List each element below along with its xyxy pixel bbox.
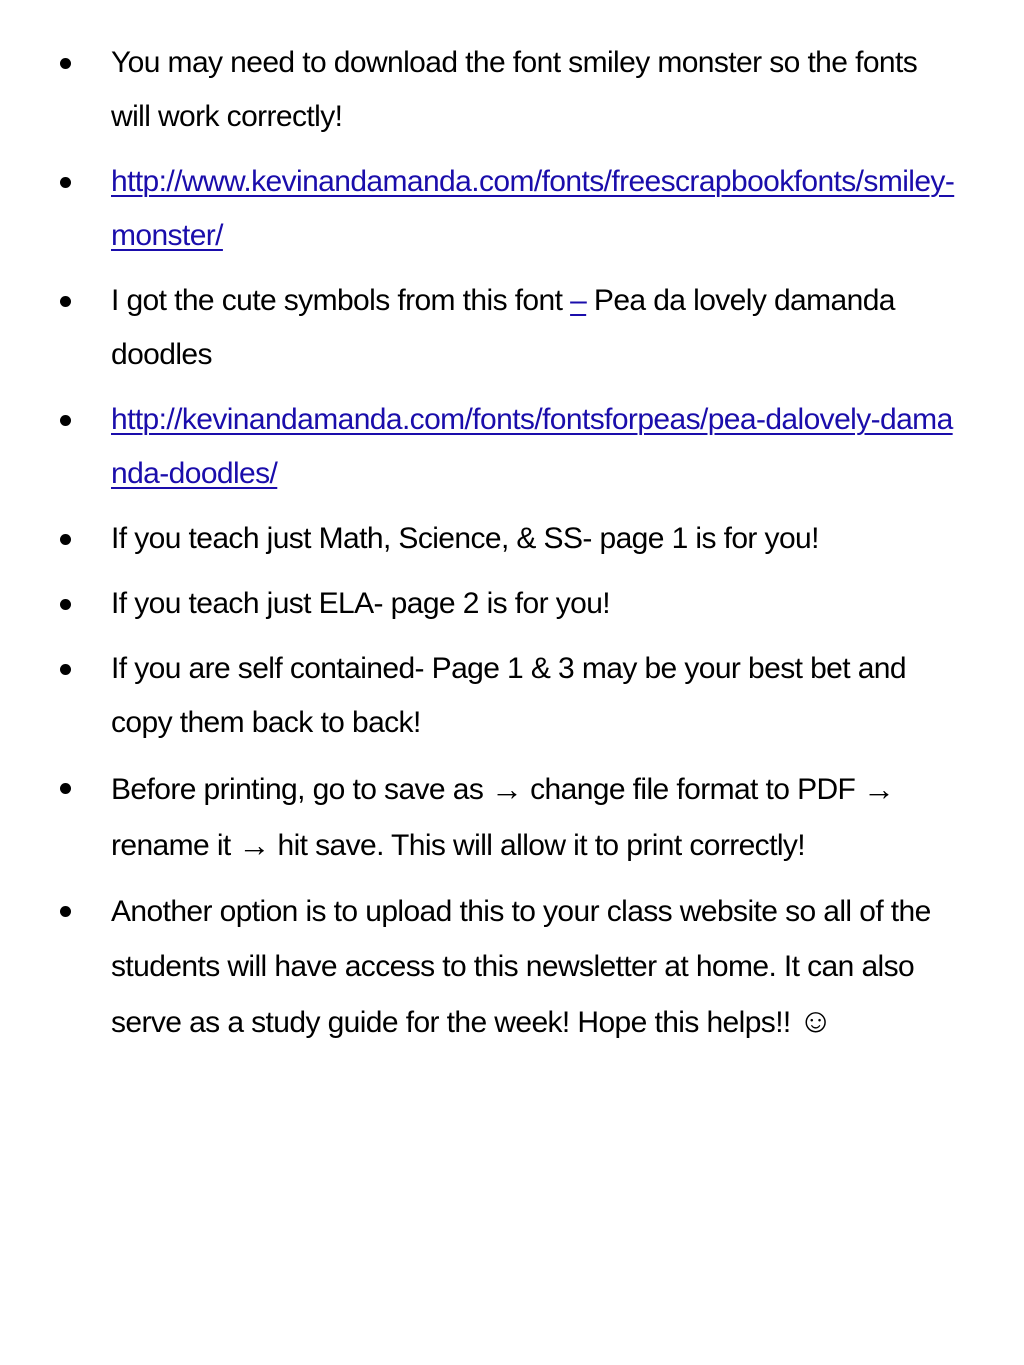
smiley-monster-font-link[interactable]: http://www.kevinandamanda.com/fonts/freescrapbookfonts/smiley-monster/ [111, 165, 955, 252]
list-item [60, 393, 960, 501]
bullet-icon [60, 534, 71, 545]
list-item [60, 512, 960, 566]
bullet-icon [60, 664, 71, 675]
right-arrow-icon: → [863, 771, 895, 807]
list-item [60, 884, 960, 1050]
bullet-icon [60, 415, 71, 426]
list-item [60, 274, 960, 382]
item-text: Another option is to upload this to your class website so all of the students will have access to this newsletter at home. It can also serve as a study guide for the week! Hope this helps!! [111, 895, 931, 1039]
list-item [60, 577, 960, 631]
bullet-icon [60, 783, 71, 794]
item-text: rename it [111, 829, 239, 862]
bullet-icon [60, 58, 71, 69]
list-item [60, 761, 960, 873]
item-text: If you teach just Math, Science, & SS- page 1 is for you! [111, 522, 819, 555]
item-text: change file format to PDF [522, 773, 864, 806]
item-text: I got the cute symbols from this font [111, 284, 571, 317]
dash-link[interactable]: – [570, 284, 587, 317]
item-text: Before printing, go to save as [111, 773, 491, 806]
smiley-face-icon: ☺ [798, 1002, 833, 1040]
right-arrow-icon: → [490, 771, 523, 807]
bullet-icon [60, 599, 71, 610]
item-text: If you are self contained- Page 1 & 3 may be your best bet and copy them back to back! [111, 652, 906, 739]
item-text: Pea da lovely damanda doodles [111, 284, 895, 371]
list-item [60, 36, 960, 144]
item-text: hit save. This will allow it to print correctly! [269, 829, 806, 862]
bullet-icon [60, 906, 71, 917]
pea-dalovely-font-link[interactable]: http://kevinandamanda.com/fonts/fontsforpeas/pea-dalovely-damanda-doodles/ [111, 403, 953, 490]
bullet-icon [60, 177, 71, 188]
right-arrow-icon: → [238, 827, 270, 863]
list-item [60, 642, 960, 750]
item-text: You may need to download the font smiley monster so the fonts will work correctly! [111, 46, 918, 133]
item-text: If you teach just ELA- page 2 is for you! [111, 587, 611, 620]
bullet-icon [60, 296, 71, 307]
list-item [60, 155, 960, 263]
instruction-list [60, 36, 960, 1061]
